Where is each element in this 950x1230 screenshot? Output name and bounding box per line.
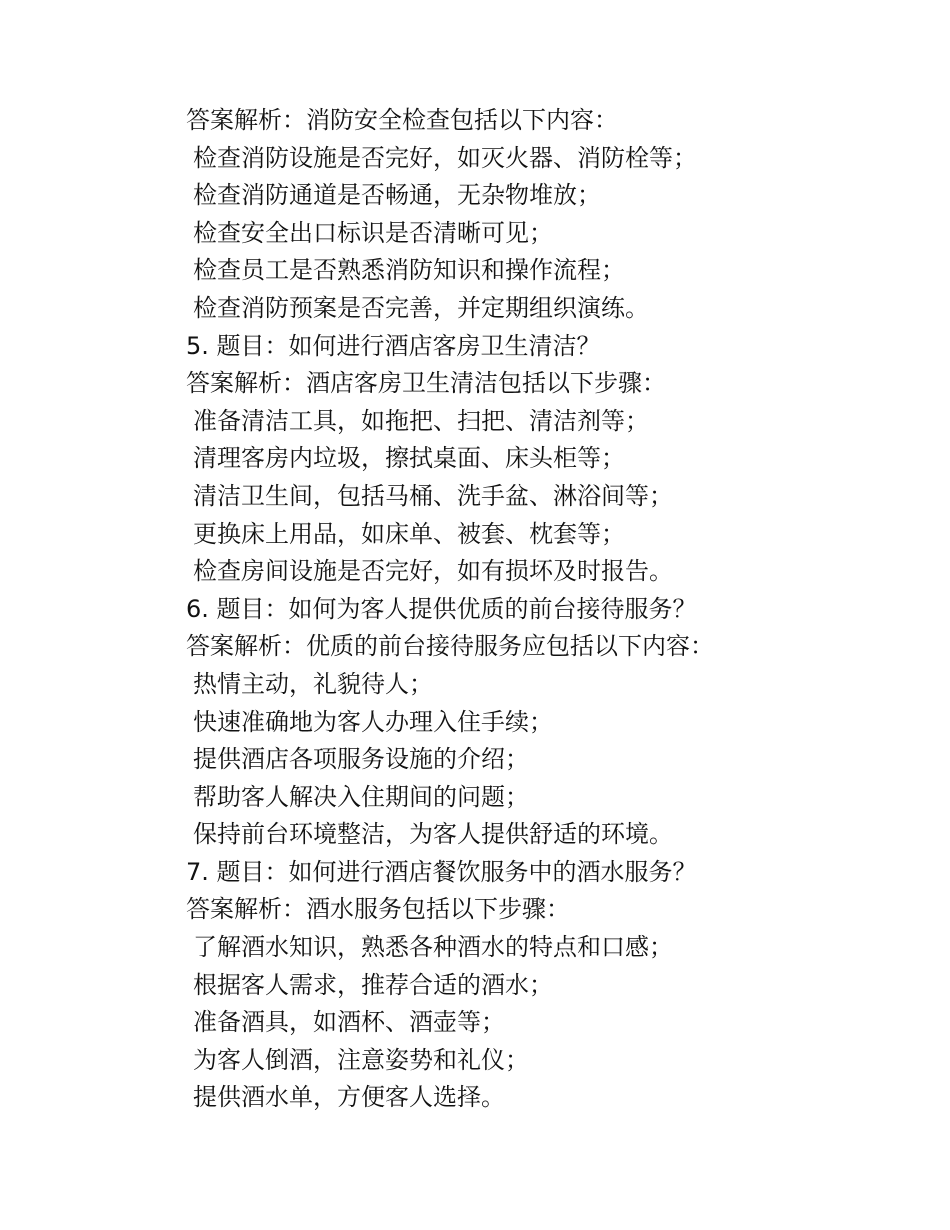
list-item: 快速准确地为客人办理入住手续； bbox=[193, 707, 553, 736]
list-item: 检查消防预案是否完善，并定期组织演练。 bbox=[193, 293, 649, 322]
list-item: 检查安全出口标识是否清晰可见； bbox=[193, 218, 553, 247]
list-item: 检查房间设施是否完好，如有损坏及时报告。 bbox=[193, 557, 673, 586]
list-item: 检查员工是否熟悉消防知识和操作流程； bbox=[193, 256, 625, 285]
question-heading: 7. 题目：如何进行酒店餐饮服务中的酒水服务？ bbox=[186, 857, 697, 886]
question-heading: 6. 题目：如何为客人提供优质的前台接待服务？ bbox=[186, 594, 697, 623]
answer-intro: 答案解析：消防安全检查包括以下内容： bbox=[186, 106, 618, 134]
question-heading: 5. 题目：如何进行酒店客房卫生清洁？ bbox=[186, 331, 601, 360]
list-item: 更换床上用品，如床单、被套、枕套等； bbox=[193, 519, 625, 548]
list-item: 提供酒店各项服务设施的介绍； bbox=[193, 745, 529, 774]
list-item: 检查消防通道是否畅通，无杂物堆放； bbox=[193, 181, 601, 210]
list-item: 提供酒水单，方便客人选择。 bbox=[193, 1083, 505, 1112]
list-item: 了解酒水知识，熟悉各种酒水的特点和口感； bbox=[193, 933, 673, 962]
list-item: 热情主动，礼貌待人； bbox=[193, 669, 433, 698]
list-item: 清洁卫生间，包括马桶、洗手盆、淋浴间等； bbox=[193, 481, 673, 510]
list-item: 清理客房内垃圾，擦拭桌面、床头柜等； bbox=[193, 444, 625, 473]
list-item: 为客人倒酒，注意姿势和礼仪； bbox=[193, 1045, 529, 1074]
list-item: 保持前台环境整洁，为客人提供舒适的环境。 bbox=[193, 820, 673, 849]
list-item: 检查消防设施是否完好，如灭火器、消防栓等； bbox=[193, 143, 697, 172]
answer-intro: 答案解析：酒水服务包括以下步骤： bbox=[186, 895, 570, 924]
list-item: 准备清洁工具，如拖把、扫把、清洁剂等； bbox=[193, 406, 649, 435]
answer-intro: 答案解析：优质的前台接待服务应包括以下内容： bbox=[186, 632, 714, 661]
document-page bbox=[186, 102, 886, 1117]
list-item: 根据客人需求，推荐合适的酒水； bbox=[193, 970, 553, 999]
answer-intro: 答案解析：酒店客房卫生清洁包括以下步骤： bbox=[186, 369, 666, 398]
list-item: 准备酒具，如酒杯、酒壶等； bbox=[193, 1008, 505, 1037]
list-item: 帮助客人解决入住期间的问题； bbox=[193, 782, 529, 811]
